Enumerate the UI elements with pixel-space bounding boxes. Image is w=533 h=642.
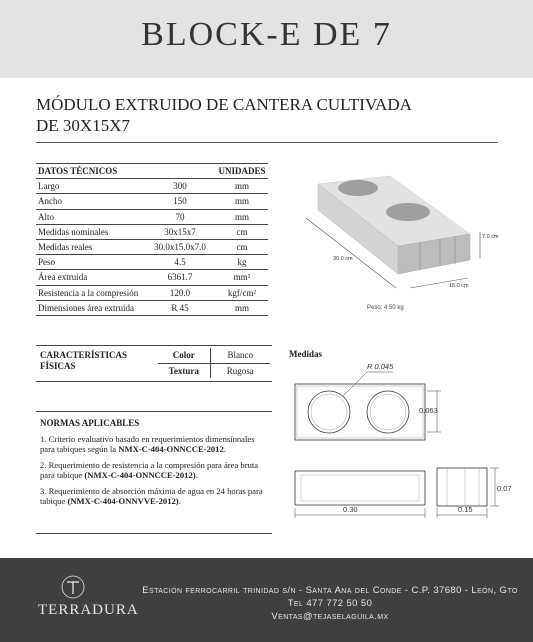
row-value: 120.0: [144, 285, 216, 300]
left-hole: [308, 391, 350, 433]
color-row: [158, 348, 270, 363]
row-unit: mm: [216, 209, 268, 224]
page-title: BLOCK-E DE 7: [141, 16, 392, 53]
row-label: Área extruida: [36, 270, 144, 285]
texture-key: Textura: [158, 363, 210, 378]
weight-label: Peso: 4.50 kg: [367, 305, 404, 311]
table-row: [36, 239, 268, 254]
row-label: Resistencia a la compresión: [36, 285, 144, 300]
footer-address: Estación ferrocarril trinidad s/n - Santa Ana del Conde - C.P. 37680 - León, Gto: [142, 585, 518, 596]
table-row: [36, 179, 268, 194]
drawing-title: Medidas: [289, 349, 323, 359]
texture-row: [158, 363, 270, 378]
front-view-outline: [295, 471, 425, 505]
row-label: Alto: [36, 209, 144, 224]
header-units: UNIDADES: [216, 164, 268, 179]
standard-1-code: NMX-C-404-ONNCCE-2012: [118, 444, 224, 454]
row-label: Ancho: [36, 194, 144, 209]
standard-item-3: 3. Requerimiento de absorción máxima de agua en 24 horas para tabique (NMX-C-404-ONNVVE-2012).: [40, 485, 263, 506]
standard-item-1: 1. Criterio evaluativo basado en requerimientos dimensionales para tabiques según la NMX-C-404-ONNCCE-2012.: [40, 433, 255, 454]
row-value: 70: [144, 209, 216, 224]
standard-1-text: 1. Criterio evaluativo basado en requerimientos dimensionales para tabiques según la: [40, 433, 255, 454]
row-value: 300: [144, 179, 216, 194]
radius-label: R 0.045: [367, 362, 394, 371]
standard-2-code: (NMX-C-404-ONNCCE-2012): [84, 470, 196, 480]
table-row: [36, 255, 268, 270]
terradura-logo-icon: [61, 575, 85, 599]
footer-email: Ventas@tejaselaguila.mx: [271, 611, 389, 622]
standard-3-text: 3. Requerimiento de absorción máxima de agua en 24 horas para tabique: [40, 485, 263, 506]
color-value: Blanco: [210, 348, 270, 363]
row-unit: kg: [216, 255, 268, 270]
row-value: 30x15x7: [144, 224, 216, 239]
row-label: Largo: [36, 179, 144, 194]
standard-item-2: 2. Requerimiento de resistencia a la compresión para área bruta para tabique (NMX-C-404-ONNCCE-2012).: [40, 459, 259, 480]
table-row: [36, 300, 268, 315]
row-unit: mm: [216, 300, 268, 315]
standards-title: NORMAS APLICABLES: [40, 418, 140, 428]
row-label: Peso: [36, 255, 144, 270]
texture-value: Rugosa: [226, 365, 254, 376]
row-value: R 45: [144, 300, 216, 315]
row-value: 6361.7: [144, 270, 216, 285]
table-row: [36, 270, 268, 285]
standard-3-code: (NMX-C-404-ONNVVE-2012): [67, 496, 179, 506]
row-label: Medidas reales: [36, 239, 144, 254]
table-header-row: [36, 164, 268, 179]
row-unit: cm: [216, 239, 268, 254]
physical-grid: [158, 348, 270, 378]
image-length-label: 30.0 cm: [333, 256, 353, 262]
length-label: 0.30: [343, 505, 358, 514]
top-view-outline: [295, 384, 425, 440]
product-subtitle: [36, 94, 506, 136]
image-height-label: 7.0 cm: [482, 234, 499, 240]
subtitle-divider: [36, 142, 498, 143]
header-technical-data: DATOS TÉCNICOS: [36, 164, 144, 179]
table-row: [36, 224, 268, 239]
right-hole: [367, 391, 409, 433]
table-row: [36, 285, 268, 300]
subtitle-line-2: DE 30X15X7: [36, 116, 130, 135]
physical-title: CARACTERÍSTICAS FÍSICAS: [40, 350, 128, 371]
image-width-label: 15.0 cm: [449, 283, 469, 289]
row-unit: cm: [216, 224, 268, 239]
height-label-top: 0.063: [419, 406, 438, 415]
technical-drawing: [285, 360, 515, 520]
standard-2-text: 2. Requerimiento de resistencia a la compresión para área bruta para tabique: [40, 459, 259, 480]
color-key: Color: [158, 348, 210, 363]
brand-name: TERRADURA: [38, 602, 139, 618]
row-label: Medidas nominales: [36, 224, 144, 239]
table-row: [36, 194, 268, 209]
side-view-outline: [437, 468, 487, 506]
physical-characteristics: [36, 345, 272, 382]
table-row: [36, 209, 268, 224]
width-label: 0.15: [458, 505, 473, 514]
row-unit: kgf/cm²: [216, 285, 268, 300]
row-label: Dimensiones área extruida: [36, 300, 144, 315]
row-unit: mm: [216, 194, 268, 209]
row-value: 4.5: [144, 255, 216, 270]
block-product-image: [300, 170, 510, 310]
row-value: 30.0x15.0x7.0: [144, 239, 216, 254]
row-unit: mm: [216, 179, 268, 194]
row-unit: mm²: [216, 270, 268, 285]
subtitle-line-1: MÓDULO EXTRUIDO DE CANTERA CULTIVADA: [36, 95, 412, 114]
row-value: 150: [144, 194, 216, 209]
footer-phone: Tel 477 772 50 50: [287, 598, 373, 609]
height-label-side: 0.07: [497, 484, 512, 493]
header-value: [144, 164, 216, 179]
technical-data-table: [36, 163, 268, 316]
applicable-standards: [36, 411, 272, 534]
